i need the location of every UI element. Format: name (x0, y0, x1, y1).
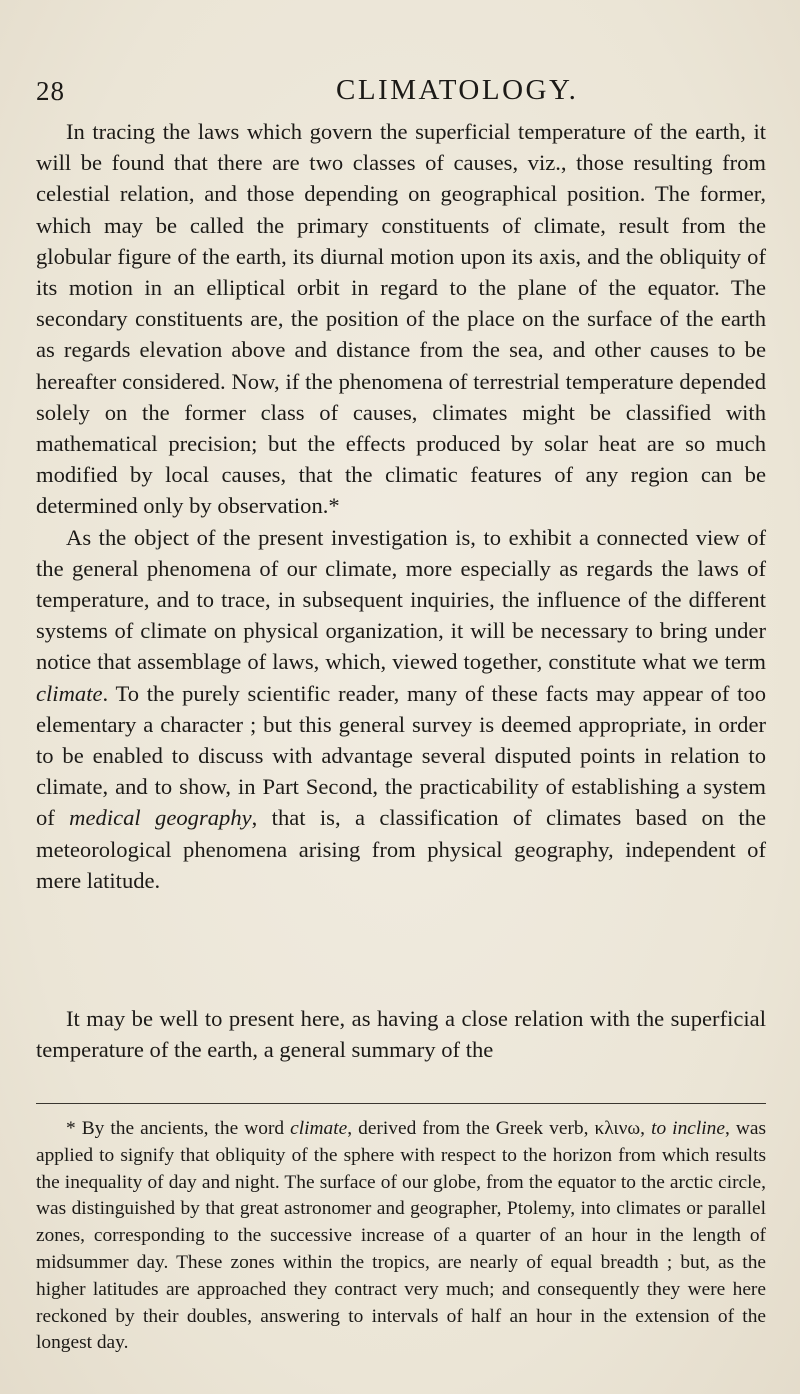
main-text (36, 116, 766, 896)
footnote (36, 1116, 766, 1357)
footnote-emphasis-climate: climate (290, 1118, 348, 1139)
footnote-divider (36, 1103, 766, 1104)
running-head: CLIMATOLOGY. (336, 74, 579, 106)
paragraph-3: It may be well to present here, as having a close relation with the superficial temperature of the earth, a general summary of the (36, 1006, 766, 1063)
footnote-text-b: , derived from the Greek verb, κλινω, (347, 1118, 652, 1139)
paragraph-2-text-a: As the object of the present investigation is, to exhibit a connected view of the general phenomena of our climate, more especially as regards the laws of temperature, and to trace, in subsequent inquiries, the influence of the different systems of climate on physical organization, it will be necessary to bring under notice that assemblage of laws, which, viewed together, constitute what we term (36, 524, 766, 675)
page-number: 28 (36, 76, 65, 106)
paragraph-2-text-c: , that is, a classification of climates based on the meteorological phenomena arising from physical geography, independent of mere latitude. (36, 805, 766, 893)
footnote-text-c: , was applied to signify that obliquity of the sphere with respect to the horizon from which results the inequality of day and night. The surface of our globe, from the equator to the arctic circle, was distinguished by that great astronomer and geographer, Ptolemy, into climates or parallel zones, corresponding to the successive increase of a quarter of an hour in the length of midsummer day. These zones within the tropics, are nearly of equal breadth ; but, as the higher latitudes are approached they contract very much; and consequently they were here reckoned by their doubles, answering to intervals of half an hour in the extension of the longest day. (36, 1118, 766, 1354)
footnote-emphasis-to-incline: to incline (651, 1118, 725, 1139)
paragraph-2 (36, 522, 766, 896)
footnote-text-a: * By the ancients, the word (66, 1118, 291, 1139)
paragraph-2-text-b: . To the purely scientific reader, many of these facts may appear of too elementary a character ; but this general survey is deemed appropriate, in order to be enabled to discuss with advantage several disputed points in relation to climate, and to show, in Part Second, the practicability of establishing a system of (36, 680, 766, 831)
paragraph-1: In tracing the laws which govern the superficial temperature of the earth, it will be found that there are two classes of causes, viz., those resulting from celestial relation, and those depending on geographical position. The former, which may be called the primary constituents of climate, result from the globular figure of the earth, its diurnal motion upon its axis, and the obliquity of its motion in an elliptical orbit in regard to the plane of the equator. The secondary constituents are, the position of the place on the surface of the earth as regards elevation above and distance from the sea, and other causes to be hereafter considered. Now, if the phenomena of terrestrial temperature depended solely on the former class of causes, climates might be classified with mathematical precision; but the effects produced by solar heat are so much modified by local causes, that the climatic features of any region can be determined only by observation.* (36, 119, 766, 519)
page-header (36, 72, 764, 112)
paragraph-2-emphasis-medical-geography: medical geography (69, 805, 252, 831)
paragraph-2-emphasis-climate: climate (36, 680, 103, 706)
